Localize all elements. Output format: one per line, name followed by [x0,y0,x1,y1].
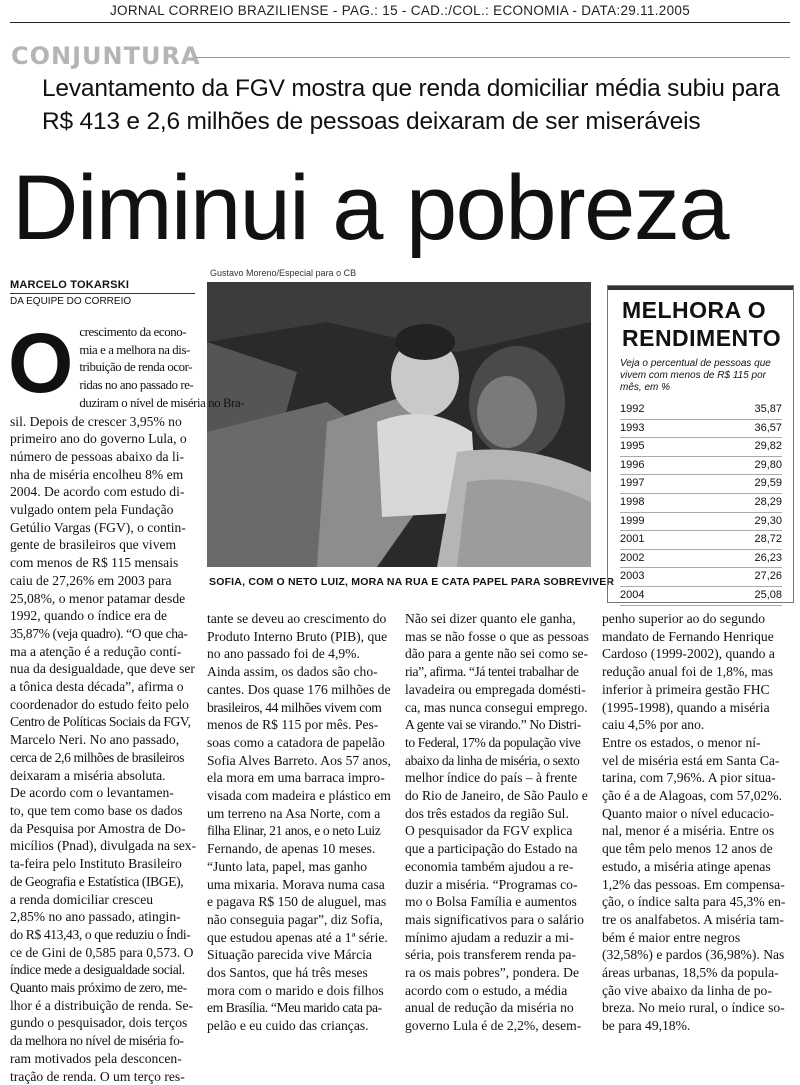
table-year: 2001 [620,533,645,546]
text-line: acordo com o estudo, a média [405,982,568,998]
text-line: deixaram a miséria absoluta. [10,767,166,783]
sidebar-table [620,401,782,606]
kicker-rule [195,57,790,58]
article-photo [207,282,591,567]
text-line: tante se deveu ao crescimento do [207,611,387,626]
text-line: 2004. De acordo com estudo di- [10,484,185,500]
photo-credit: Gustavo Moreno/Especial para o CB [210,268,357,278]
text-line: ca, mas nunca consegui emprego. [405,699,588,715]
text-line: a tônica desta década”, afirma o [10,679,184,695]
text-line: 35,87% (veja quadro). “O que cha- [10,625,188,641]
table-year: 1995 [620,440,645,453]
text-line: caiu de 27,26% em 2003 para [10,572,172,588]
text-line: penho superior ao do segundo [602,611,766,626]
table-row [620,531,782,550]
sidebar-title-line-1: MELHORA O [622,297,767,323]
text-line: duzir a miséria. “Programas co- [405,876,578,892]
table-value: 28,72 [754,533,782,546]
text-line: índice mede a desigualdade social. [10,962,185,978]
text-line: ra os mais pobres”, pondera. De [405,965,580,981]
text-line: pelão e eu cuido das crianças. [207,1018,369,1034]
table-value: 29,59 [754,477,782,490]
text-line: Fernando, de apenas 10 meses. [207,841,376,857]
table-value: 28,29 [754,495,782,508]
table-value: 29,30 [754,514,782,527]
text-line: menos de R$ 115 por mês. Pes- [207,717,379,733]
text-line: De acordo com o levantamen- [10,785,174,801]
text-line: be para 49,18%. [602,1018,691,1034]
table-row [620,550,782,569]
author-name: MARCELO TOKARSKI [10,279,130,291]
lead-line: crescimento da econo- [79,325,187,339]
sidebar-top-bar [608,286,793,290]
table-year: 2003 [620,570,645,583]
text-line: no ano passado foi de 4,9%. [207,646,360,662]
table-row [620,401,782,420]
text-line: 25,08%, o menor patamar desde [10,590,186,606]
text-line: Centro de Políticas Sociais da FGV, [10,714,191,730]
text-line: Marcelo Neri. No ano passado, [10,732,180,748]
author-team: DA EQUIPE DO CORREIO [10,296,132,307]
table-value: 36,57 [754,421,782,434]
text-line: ção é a de Alagoas, com 57,02%. [602,788,783,804]
text-line: tarina, com 7,96%. A pior situa- [602,770,776,786]
text-line: uma mixaria. Morava numa casa [207,876,385,892]
text-line: Produto Interno Bruto (PIB), que [207,628,388,644]
text-line: mandato de Fernando Henrique [602,628,774,644]
text-line: caiu 4,5% por ano. [602,717,705,733]
section-kicker: CONJUNTURA [11,42,201,70]
text-line: áreas urbanas, 18,5% da popula- [602,965,779,981]
text-line: governo Lula é de 2,2%, desem- [405,1018,582,1034]
text-line: breza. No meio rural, o índice so- [602,1000,785,1016]
table-year: 1992 [620,403,645,415]
text-line: em Brasília. “Meu marido cata pa- [207,1000,382,1016]
header-rule [10,22,790,23]
text-line: 1992, quando o índice era de [10,608,168,624]
article-column-4 [602,610,792,1035]
text-line: anual de redução da miséria no [405,1000,574,1016]
photo-illustration [207,282,591,567]
text-line: séria, pois transferem renda pa- [405,947,576,963]
text-line: Entre os estados, o menor ní- [602,734,761,750]
text-line: que a participação do Estado na [405,841,578,857]
text-line: mo o Bolsa Família e aumentos [405,894,577,910]
text-line: vulgado ontem pela Fundação [10,502,174,518]
text-line: mínimo ajudam a reduzir a mi- [405,929,574,945]
table-row [620,457,782,476]
text-line: vel de miséria está em Santa Ca- [602,752,780,768]
text-line: gente de brasileiros que vivem [10,537,177,553]
article-subhead: Levantamento da FGV mostra que renda domiciliar média subiu para R$ 413 e 2,6 milhões de pessoas deixaram de ser miseráveis [42,75,780,135]
text-line: da Pesquisa por Amostra de Do- [10,820,186,836]
table-year: 1996 [620,458,645,471]
article-column-1 [8,316,245,1085]
text-line: de Geografia e Estatística (IBGE), [10,873,184,889]
text-line: primeiro ano do governo Lula, o [10,431,187,447]
text-line: gundo o pesquisador, dois terços [10,1015,188,1031]
table-row [620,587,782,606]
text-line: ce de Gini de 0,585 para 0,573. O [10,944,194,960]
table-row [620,568,782,587]
text-line: filha Elinar, 21 anos, e o neto Luiz [207,823,381,839]
text-line: dão para a gente não sei como se- [405,646,589,662]
table-value: 29,82 [754,440,782,453]
text-line: um terreno na Asa Norte, com a [207,805,381,821]
sidebar-title [622,296,781,352]
sidebar-box [607,285,794,603]
text-line: Quanto mais próximo de zero, me- [10,980,187,996]
article-headline: Diminui a pobreza [12,157,728,259]
text-line: lavadeira ou empregada domésti- [405,681,586,697]
text-line: ção vive abaixo da linha de po- [602,982,772,998]
table-year: 1997 [620,477,645,490]
text-line: “Junto lata, papel, mas ganho [207,858,368,874]
byline-rule [10,293,195,294]
table-value: 26,23 [754,551,782,564]
text-line: tração de renda. O um terço res- [10,1068,185,1084]
text-line: nal, menor é a miséria. Entre os [602,823,775,839]
photo-caption: SOFIA, COM O NETO LUIZ, MORA NA RUA E CATA PAPEL PARA SOBREVIVER [209,576,615,588]
text-line: 1,2% das pessoas. Em compensa- [602,876,785,892]
text-line: tre os analfabetos. A miséria tam- [602,911,784,927]
text-line: ela mora em uma barraca impro- [207,770,385,786]
text-line: A gente vai se virando.” No Distri- [405,717,581,733]
text-line: Quanto maior o nível educacio- [602,805,775,821]
table-row [620,494,782,513]
newspaper-header: JORNAL CORREIO BRAZILIENSE - PAG.: 15 - CAD.:/COL.: ECONOMIA - DATA:29.11.2005 [109,3,691,18]
text-line: 2,85% no ano passado, atingin- [10,909,181,925]
table-value: 27,26 [754,570,782,583]
text-line: lhor é a distribuição de renda. Se- [10,997,194,1013]
text-line: ção, o índice salta para 45,3% en- [602,894,786,910]
sidebar-description: Veja o percentual de pessoas que vivem com menos de R$ 115 por mês, em % [620,358,771,393]
lead-line: mia e a melhora na dis- [79,342,190,357]
text-line: bém é maior entre negros [602,929,741,945]
text-line: da melhora no nível de miséria fo- [10,1033,184,1049]
table-row [620,475,782,494]
lead-line: tribuição de renda ocor- [79,360,193,375]
text-line: estudo, a miséria atinge apenas [602,858,771,874]
text-line: cantes. Dos quase 176 milhões de [207,681,391,697]
text-line: micílios (Pnad), divulgada na sex- [10,838,197,854]
text-line: brasileiros, 44 milhões vivem com [207,699,382,715]
text-line: ram motivados pela desconcen- [10,1050,182,1066]
text-line: Getúlio Vargas (FGV), o contin- [10,519,186,535]
text-line: sil. Depois de crescer 3,95% no [10,413,182,429]
table-year: 1993 [620,421,645,434]
article-column-2 [207,610,393,1035]
table-year: 2002 [620,551,645,564]
text-line: com menos de R$ 115 mensais [10,555,179,571]
text-line: cerca de 2,6 milhões de brasileiros [10,749,184,765]
byline [10,279,195,307]
text-line: Sofia Alves Barreto. Aos 57 anos, [207,752,391,768]
table-row [620,513,782,532]
sidebar-title-line-2: RENDIMENTO [622,325,782,351]
text-line: (32,58%) e pardos (36,98%). Nas [602,947,785,963]
text-line: mas se não fosse o que as pessoas [405,628,589,644]
text-line: dos Santos, que há três meses [207,965,368,981]
table-year: 2004 [620,588,645,601]
text-line: nha de miséria encolheu 8% em [10,466,184,482]
table-year: 1999 [620,514,645,527]
text-line: Situação parecida vive Márcia [207,947,372,963]
table-year: 1998 [620,495,645,508]
text-line: inferior à primeira gestão FHC [602,681,770,697]
text-line: dos três estados da região Sul. [405,805,569,821]
column-1-body [10,395,245,1085]
text-line: nua da desigualdade, que deve ser [10,661,195,677]
text-line: ta-feira pelo Instituto Brasileiro [10,856,182,872]
table-row [620,438,782,457]
lead-line: ridas no ano passado re- [79,378,194,393]
text-line: Não sei dizer quanto ele ganha, [405,611,576,626]
text-line: coordenador do estudo feito pelo [10,696,189,712]
text-line: abaixo da linha de miséria, o sexto [405,752,580,768]
table-value: 25,08 [754,588,782,601]
text-line: redução anual foi de 1,8%, mas [602,664,773,680]
text-line: e pagava R$ 150 de aluguel, mas [207,894,387,910]
text-line: mais significativos para o salário [405,911,584,927]
text-line: soas como a catadora de papelão [207,734,385,750]
text-line: que estudou apenas até a 1ª série. [207,929,388,945]
text-line: número de pessoas abaixo da li- [10,448,185,464]
text-line: ma a atenção é a redução contí- [10,643,182,659]
text-line: to Federal, 17% da população vive [405,734,581,750]
text-line: Cardoso (1999-2002), quando a [602,646,775,662]
text-line: que têm pelo menos 12 anos de [602,841,773,857]
text-line: ria”, afirma. “Já tentei trabalhar de [405,664,579,680]
text-line: Ainda assim, os dados são cho- [207,664,378,680]
text-line: (1995-1998), quando a miséria [602,699,770,715]
table-value: 35,87 [754,403,782,415]
text-line: to, que tem como base os dados [10,802,183,818]
table-value: 29,80 [754,458,782,471]
text-line: visada com madeira e plástico em [207,788,391,804]
text-line: do Rio de Janeiro, de São Paulo e [405,788,588,804]
text-line: a renda domiciliar cresceu [10,891,154,907]
dropcap: O [8,316,74,410]
text-line: melhor índice do país – à frente [405,770,578,786]
text-line: do R$ 413,43, o que reduziu o Índi- [10,926,191,942]
table-row [620,420,782,439]
text-line: mora com o marido e dois filhos [207,982,384,998]
text-line: O pesquisador da FGV explica [405,823,573,839]
text-line: não conseguia pagar”, diz Sofia, [207,911,383,927]
article-column-3 [405,610,591,1035]
text-line: economia também ajudou a re- [405,858,574,874]
text-line: duziram o nível de miséria no Bra- [79,395,245,410]
